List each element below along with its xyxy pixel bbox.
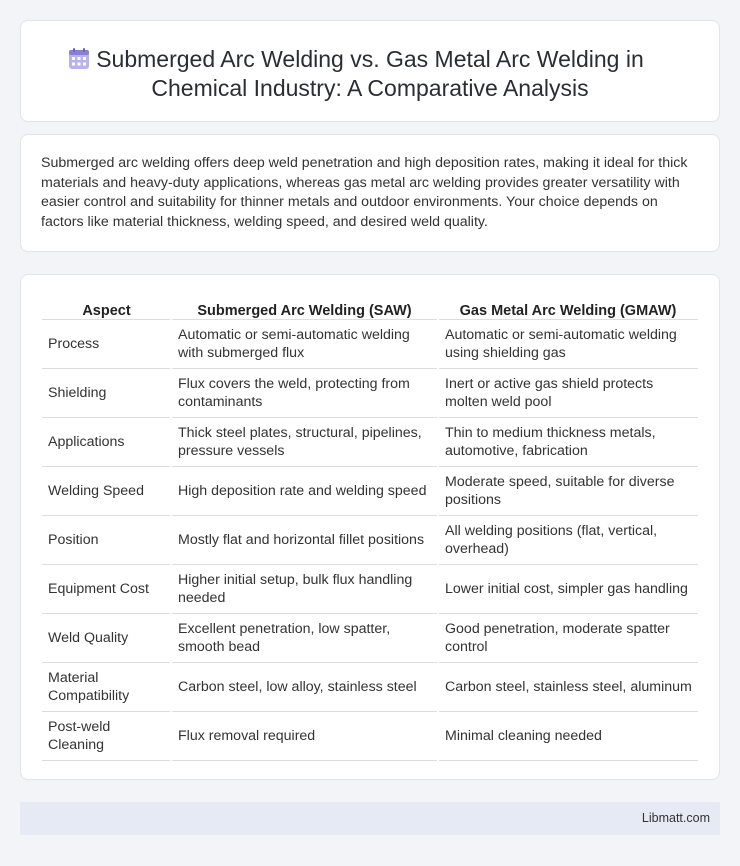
table-row — [42, 613, 698, 662]
row-aspect: Welding Speed — [42, 466, 171, 515]
table-row — [42, 466, 698, 515]
row-gmaw: Inert or active gas shield protects molten weld pool — [438, 368, 698, 417]
footer-bar — [20, 802, 720, 835]
title-card — [20, 20, 720, 122]
row-gmaw: Carbon steel, stainless steel, aluminum — [438, 662, 698, 711]
footer-brand-link[interactable]: Libmatt.com — [641, 811, 710, 825]
row-gmaw: Lower initial cost, simpler gas handling — [438, 564, 698, 613]
row-aspect: Equipment Cost — [42, 564, 171, 613]
row-saw: Flux covers the weld, protecting from contaminants — [171, 368, 438, 417]
row-gmaw: Moderate speed, suitable for diverse positions — [438, 466, 698, 515]
comparison-table-card — [20, 274, 720, 780]
row-aspect: Process — [42, 319, 171, 368]
row-aspect: Post-weld Cleaning — [42, 711, 171, 760]
header-saw: Submerged Arc Welding (SAW) — [171, 295, 438, 319]
header-gmaw: Gas Metal Arc Welding (GMAW) — [438, 295, 698, 319]
row-saw: Excellent penetration, low spatter, smooth bead — [171, 613, 438, 662]
row-gmaw: Thin to medium thickness metals, automotive, fabrication — [438, 417, 698, 466]
row-saw: Automatic or semi-automatic welding with submerged flux — [171, 319, 438, 368]
row-aspect: Shielding — [42, 368, 171, 417]
row-gmaw: All welding positions (flat, vertical, overhead) — [438, 515, 698, 564]
row-saw: High deposition rate and welding speed — [171, 466, 438, 515]
page-title — [21, 45, 719, 103]
comparison-table — [42, 295, 698, 761]
row-saw: Carbon steel, low alloy, stainless steel — [171, 662, 438, 711]
intro-paragraph: Submerged arc welding offers deep weld penetration and high deposition rates, making it ideal for thick materials and heavy-duty applications, whereas gas metal arc welding provides greater versatility with easier control and suitability for thinner metals and outdoor environments. Your choice depends on factors like material thickness, welding speed, and desired weld quality. — [41, 155, 688, 230]
row-aspect: Weld Quality — [42, 613, 171, 662]
intro-card — [20, 134, 720, 252]
table-row — [42, 662, 698, 711]
table-row — [42, 564, 698, 613]
page-title-line-2: Chemical Industry: A Comparative Analysis — [151, 75, 589, 101]
row-saw: Mostly flat and horizontal fillet positions — [171, 515, 438, 564]
header-aspect: Aspect — [42, 295, 171, 319]
row-aspect: Material Compatibility — [42, 662, 171, 711]
table-header-row — [42, 295, 698, 319]
table-row — [42, 711, 698, 760]
table-row — [42, 515, 698, 564]
table-row — [42, 417, 698, 466]
row-gmaw: Good penetration, moderate spatter control — [438, 613, 698, 662]
row-saw: Thick steel plates, structural, pipelines, pressure vessels — [171, 417, 438, 466]
row-saw: Higher initial setup, bulk flux handling needed — [171, 564, 438, 613]
table-row — [42, 319, 698, 368]
row-aspect: Position — [42, 515, 171, 564]
row-saw: Flux removal required — [171, 711, 438, 760]
table-row — [42, 368, 698, 417]
row-gmaw: Automatic or semi-automatic welding using shielding gas — [438, 319, 698, 368]
row-aspect: Applications — [42, 417, 171, 466]
row-gmaw: Minimal cleaning needed — [438, 711, 698, 760]
page-title-line-1: Submerged Arc Welding vs. Gas Metal Arc Welding in — [96, 46, 644, 72]
